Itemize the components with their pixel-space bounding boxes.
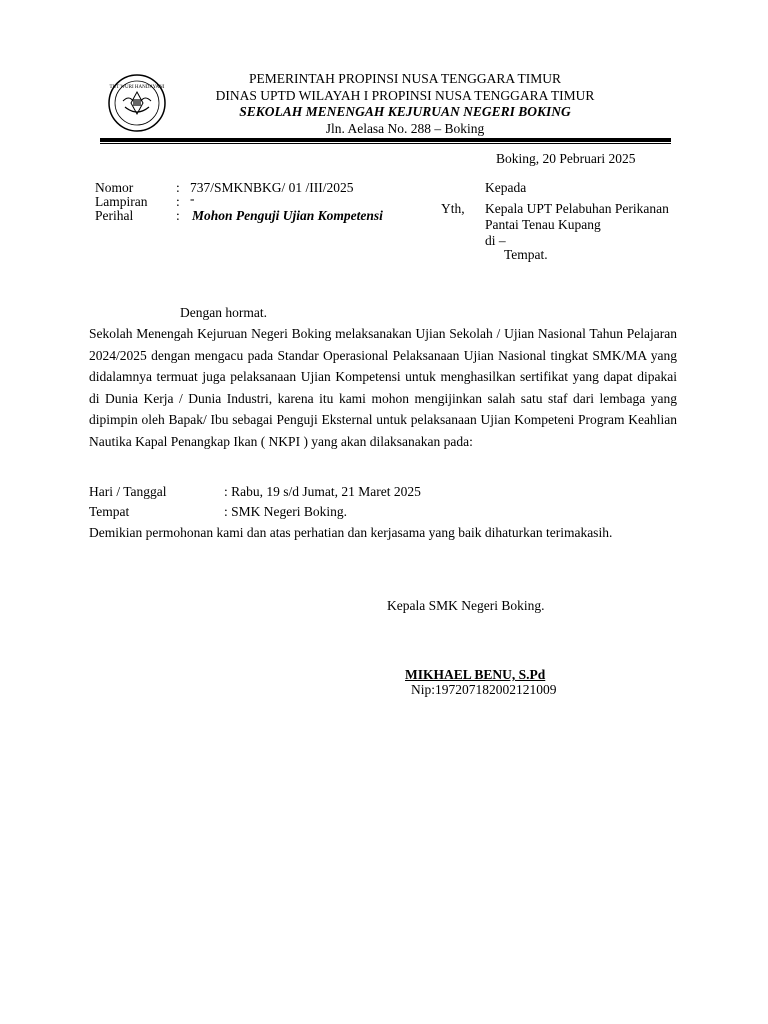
letterhead-agency: DINAS UPTD WILAYAH I PROPINSI NUSA TENGGARA TIMUR bbox=[215, 88, 595, 103]
lampiran-label: Lampiran bbox=[95, 194, 148, 209]
schedule-day-value: : Rabu, 19 s/d Jumat, 21 Maret 2025 bbox=[224, 484, 421, 499]
nomor-label: Nomor bbox=[95, 180, 134, 195]
schedule-day-label: Hari / Tanggal bbox=[89, 484, 167, 499]
perihal-colon: : bbox=[176, 208, 180, 223]
recipient-kepada: Kepada bbox=[485, 180, 527, 195]
svg-text:TUT WURI HANDAYANI: TUT WURI HANDAYANI bbox=[109, 85, 165, 90]
letterhead-thin-rule bbox=[100, 143, 671, 144]
recipient-line-4: Tempat. bbox=[504, 247, 548, 262]
letterhead-school-name: SEKOLAH MENENGAH KEJURUAN NEGERI BOKING bbox=[239, 104, 571, 119]
lampiran-colon: : bbox=[176, 194, 180, 209]
closing-sentence: Demikian permohonan kami dan atas perhatian dan kerjasama yang baik dihaturkan terimakasih. bbox=[89, 525, 613, 540]
letterhead-thick-rule bbox=[100, 138, 671, 142]
recipient-yth: Yth, bbox=[441, 201, 465, 216]
letterhead-address: Jln. Aelasa No. 288 – Boking bbox=[325, 121, 485, 136]
body-paragraph: Sekolah Menengah Kejuruan Negeri Boking melaksanakan Ujian Sekolah / Ujian Nasional Tahun Pelajaran 2024/2025 dengan mengacu pada Standar Operasional Pelaksanaan Ujian Nasional tingkat SMK/MA yang didalamnya termuat juga pelaksanaan Ujian Kompetensi untuk menghasilkan sertifikat yang dapat dipakai di Dunia Kerja / Dunia Industri, karena itu kami mohon mengijinkan salah satu staf dari lembaga yang dipimpin oleh Bapak/ Ibu sebagai Penguji Eksternal untuk pelaksanaan Ujian Kompeteni Program Keahlian Nautika Kapal Penangkap Ikan ( NKPI ) yang akan dilaksanakan pada: bbox=[89, 326, 677, 449]
letter-date: Boking, 20 Pebruari 2025 bbox=[496, 151, 636, 166]
greeting: Dengan hormat. bbox=[180, 305, 267, 320]
recipient-line-1: Kepala UPT Pelabuhan Perikanan bbox=[485, 201, 669, 216]
schedule-place-label: Tempat bbox=[89, 504, 130, 519]
signature-nip: Nip:197207182002121009 bbox=[411, 682, 557, 697]
nomor-value: 737/SMKNBKG/ 01 /III/2025 bbox=[190, 180, 354, 195]
nomor-colon: : bbox=[176, 180, 180, 195]
lampiran-value: - bbox=[190, 191, 195, 206]
signature-title: Kepala SMK Negeri Boking. bbox=[387, 598, 545, 613]
recipient-line-3: di – bbox=[485, 233, 506, 248]
schedule-place-value: : SMK Negeri Boking. bbox=[224, 504, 347, 519]
letterhead-government: PEMERINTAH PROPINSI NUSA TENGGARA TIMUR bbox=[249, 71, 561, 86]
signature-name: MIKHAEL BENU, S.Pd bbox=[405, 667, 546, 682]
recipient-line-2: Pantai Tenau Kupang bbox=[485, 217, 601, 232]
perihal-value: Mohon Penguji Ujian Kompetensi bbox=[192, 208, 383, 223]
perihal-label: Perihal bbox=[95, 208, 134, 223]
